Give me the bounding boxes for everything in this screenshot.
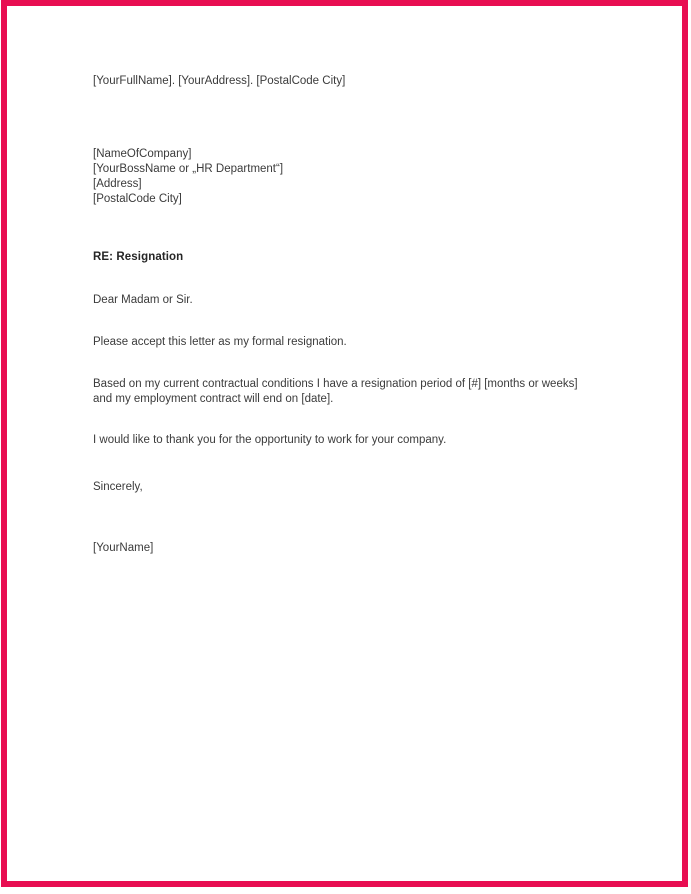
recipient-address-block [93, 147, 593, 207]
subject-line: RE: Resignation [93, 251, 184, 263]
salutation-line: Dear Madam or Sir. [93, 294, 193, 306]
recipient-company-name: [NameOfCompany] [93, 148, 192, 160]
recipient-postal-city: [PostalCode City] [93, 193, 182, 205]
signature-line: [YourName] [93, 542, 154, 554]
recipient-street-address: [Address] [93, 178, 142, 190]
body-paragraph-2: Based on my current contractual conditions I have a resignation period of [#] [months or weeks] and my employment contract will end on [date]. [93, 378, 578, 405]
body-paragraph-1: Please accept this letter as my formal resignation. [93, 336, 347, 348]
recipient-contact-name: [YourBossName or „HR Department“] [93, 163, 284, 175]
body-paragraph-3: I would like to thank you for the opportunity to work for your company. [93, 434, 447, 446]
closing-line: Sincerely, [93, 481, 143, 493]
sender-address-line: [YourFullName]. [YourAddress]. [PostalCode City] [93, 75, 346, 87]
letter-body [93, 74, 593, 556]
